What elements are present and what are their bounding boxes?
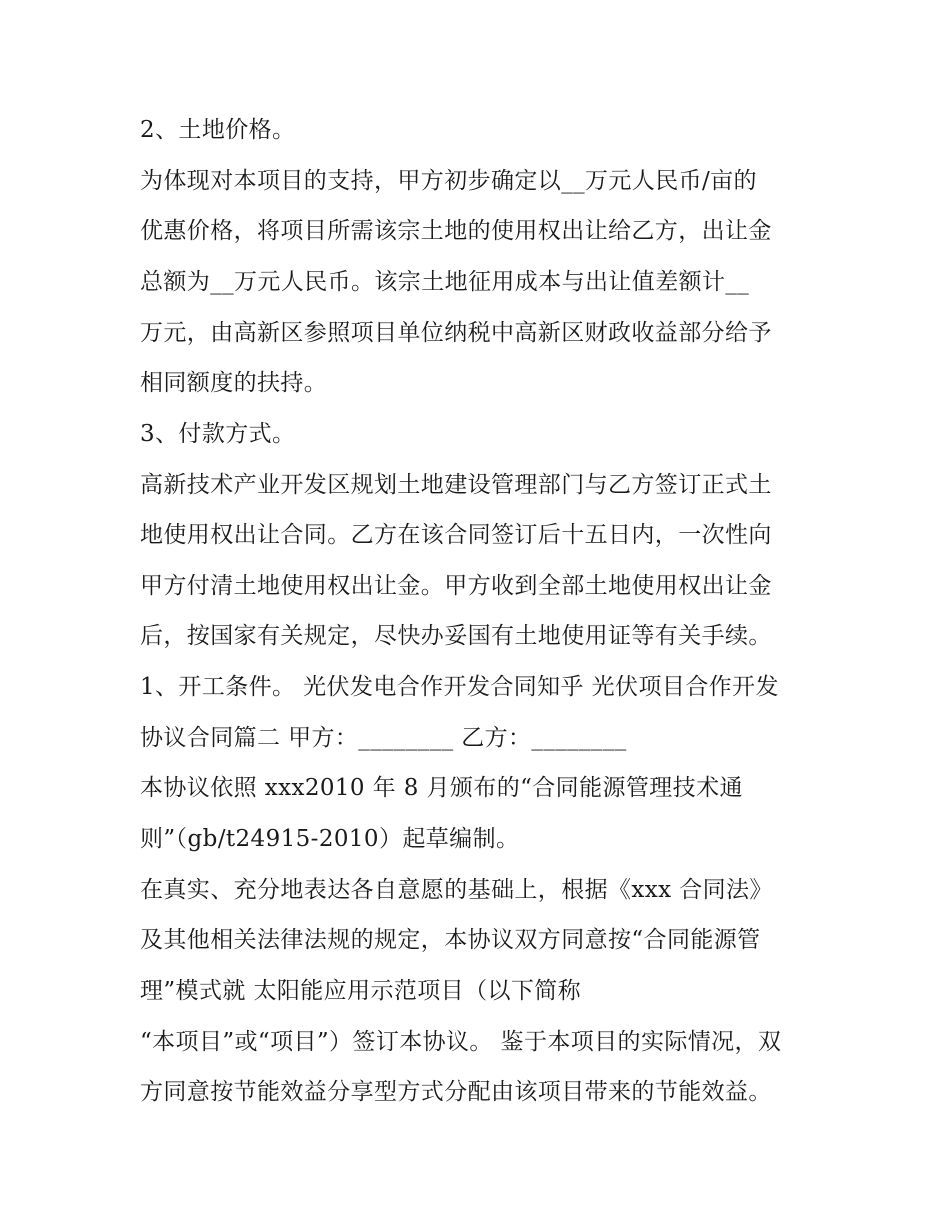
section-heading-start-conditions: 1、开工条件。 光伏发电合作开发合同知乎 光伏项目合作开发 [140, 674, 779, 700]
paragraph-line: 甲方付清土地使用权出让金。甲方收到全部土地使用权出让金 [140, 573, 772, 599]
paragraph-line: 为体现对本项目的支持，甲方初步确定以__万元人民币/亩的 [140, 168, 757, 194]
paragraph-line: 总额为__万元人民币。该宗土地征用成本与出让值差额计__ [140, 269, 750, 295]
paragraph-line: 后，按国家有关规定，尽快办妥国有土地使用证等有关手续。 [140, 623, 772, 649]
paragraph-line: “本项目”或“项目”）签订本协议。 鉴于本项目的实际情况，双 [140, 1029, 782, 1055]
paragraph-line: 本协议依照 xxx2010 年 8 月颁布的“合同能源管理技术通 [140, 775, 743, 801]
paragraph-line: 则”（gb/t24915-2010）起草编制。 [140, 826, 520, 852]
paragraph-line: 相同额度的扶持。 [140, 370, 328, 396]
paragraph-line: 方同意按节能效益分享型方式分配由该项目带来的节能效益。 [140, 1079, 772, 1105]
paragraph-line: 地使用权出让合同。乙方在该合同签订后十五日内，一次性向 [140, 522, 772, 548]
paragraph-line: 优惠价格，将项目所需该宗土地的使用权出让给乙方，出让金 [140, 218, 772, 244]
paragraph-line: 高新技术产业开发区规划土地建设管理部门与乙方签订正式土 [140, 472, 772, 498]
paragraph-line: 理”模式就 太阳能应用示范项目（以下简称 [140, 978, 582, 1004]
party-signature-line: 协议合同篇二 甲方：________ 乙方：________ [140, 725, 627, 751]
paragraph-line: 及其他相关法律法规的规定，本协议双方同意按“合同能源管 [140, 927, 761, 953]
section-heading-payment-method: 3、付款方式。 [140, 421, 296, 447]
paragraph-line: 在真实、充分地表达各自意愿的基础上，根据《xxx 合同法》 [140, 877, 773, 903]
paragraph-line: 万元，由高新区参照项目单位纳税中高新区财政收益部分给予 [140, 320, 772, 346]
section-heading-land-price: 2、土地价格。 [140, 117, 296, 143]
